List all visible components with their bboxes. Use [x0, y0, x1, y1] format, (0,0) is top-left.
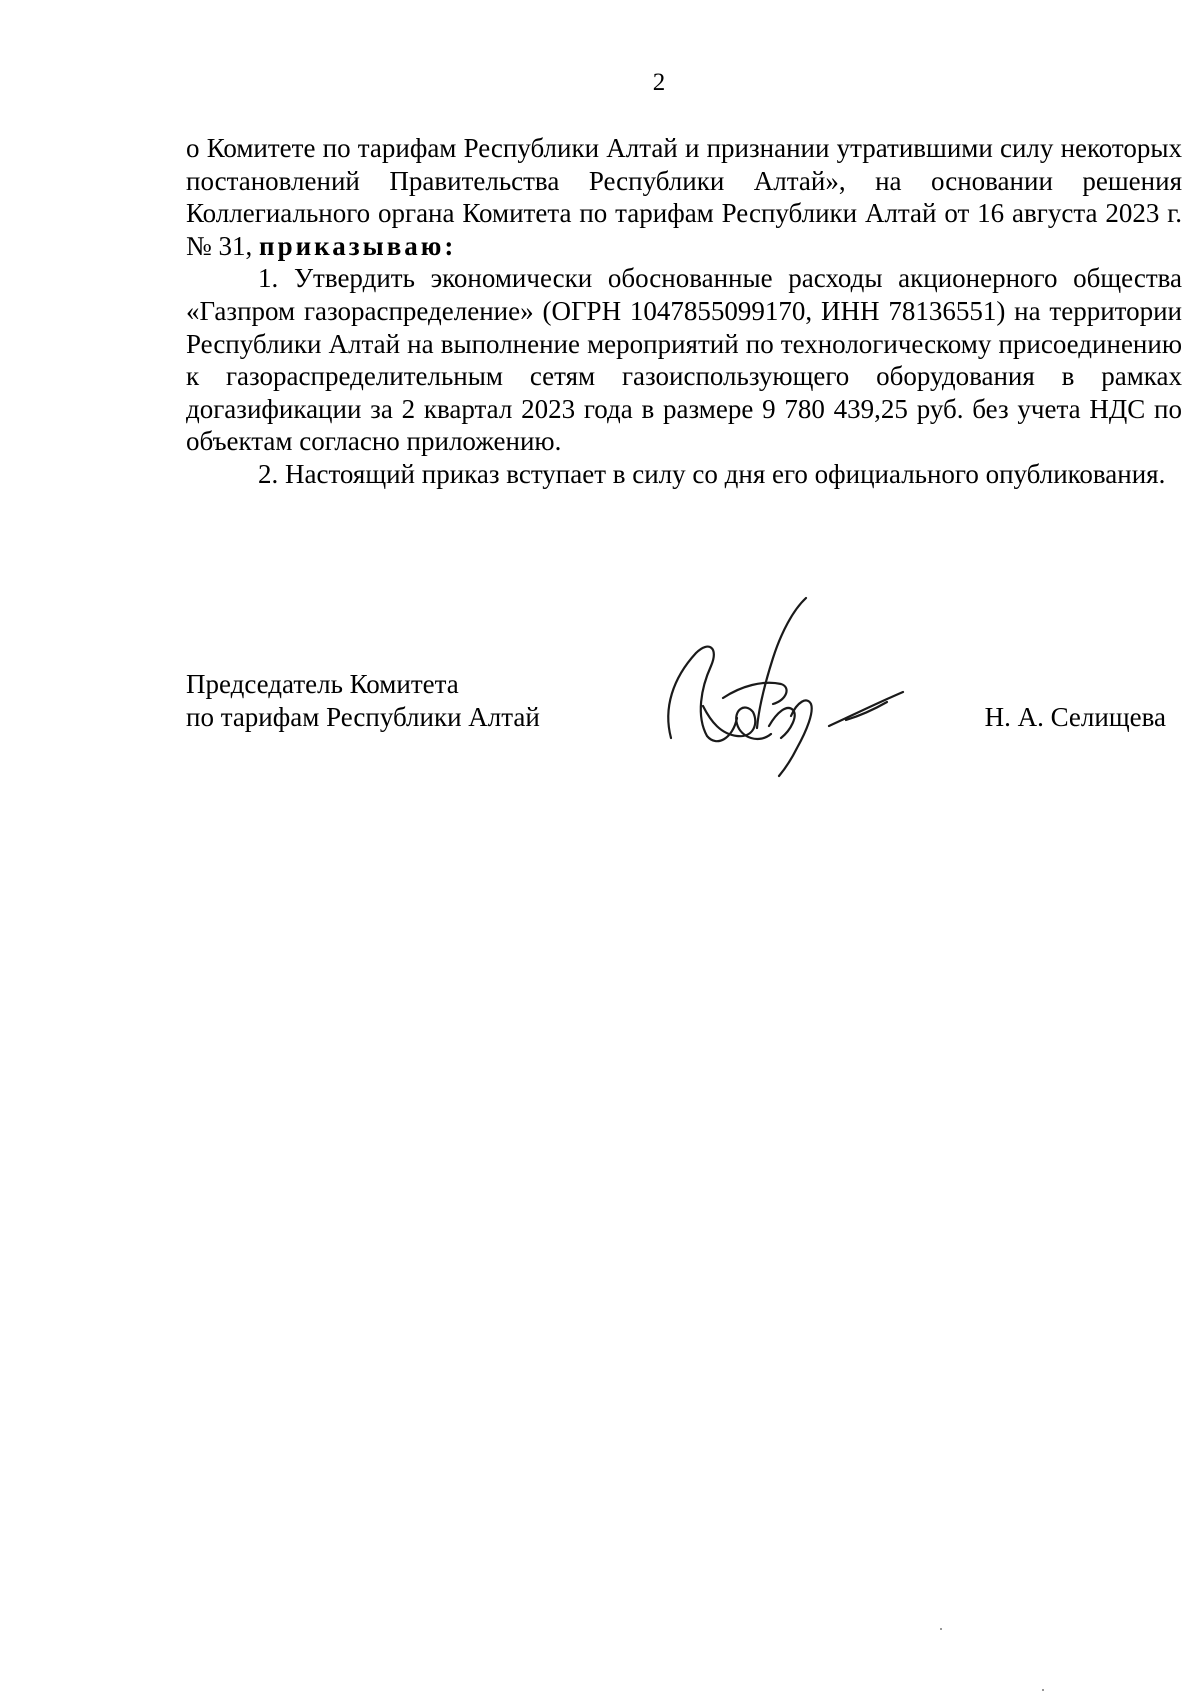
order-item-1: 1. Утвердить экономически обоснованные расходы акционерного общества «Газпром газораспределение» (ОГРН 1047855099170, ИНН 78136551) на территории Республики Алтай на выполнение мероприятий по технологическому присоединению к газораспределительным сетям газоиспользующего оборудования в рамках догазификации за 2 квартал 2023 года в размере 9 780 439,25 руб. без учета НДС по объектам согласно приложению. — [186, 263, 1182, 457]
order-word: приказываю: — [259, 230, 457, 261]
document-body — [186, 132, 1182, 491]
scan-speck — [1042, 1689, 1044, 1691]
intro-paragraph — [186, 132, 1182, 262]
signatory-name: Н. А. Селищева — [984, 701, 1166, 732]
signatory-title-line-1: Председатель Комитета — [186, 669, 459, 699]
intro-text: о Комитете по тарифам Республики Алтай и признании утратившими силу некоторых постановлений Правительства Республики Алтай», на основании решения Коллегиального органа Комитета по тарифам Республики Алтай от 16 августа 2023 г. № 31, — [186, 133, 1182, 261]
signature-block — [186, 668, 1182, 788]
order-item-2: 2. Настоящий приказ вступает в силу со дня его официального опубликования. — [258, 458, 1166, 489]
signatory-title — [186, 668, 540, 733]
handwritten-signature — [641, 588, 941, 778]
scan-speck — [940, 1628, 942, 1630]
signatory-title-line-2: по тарифам Республики Алтай — [186, 701, 540, 732]
page-number: 2 — [652, 69, 666, 96]
